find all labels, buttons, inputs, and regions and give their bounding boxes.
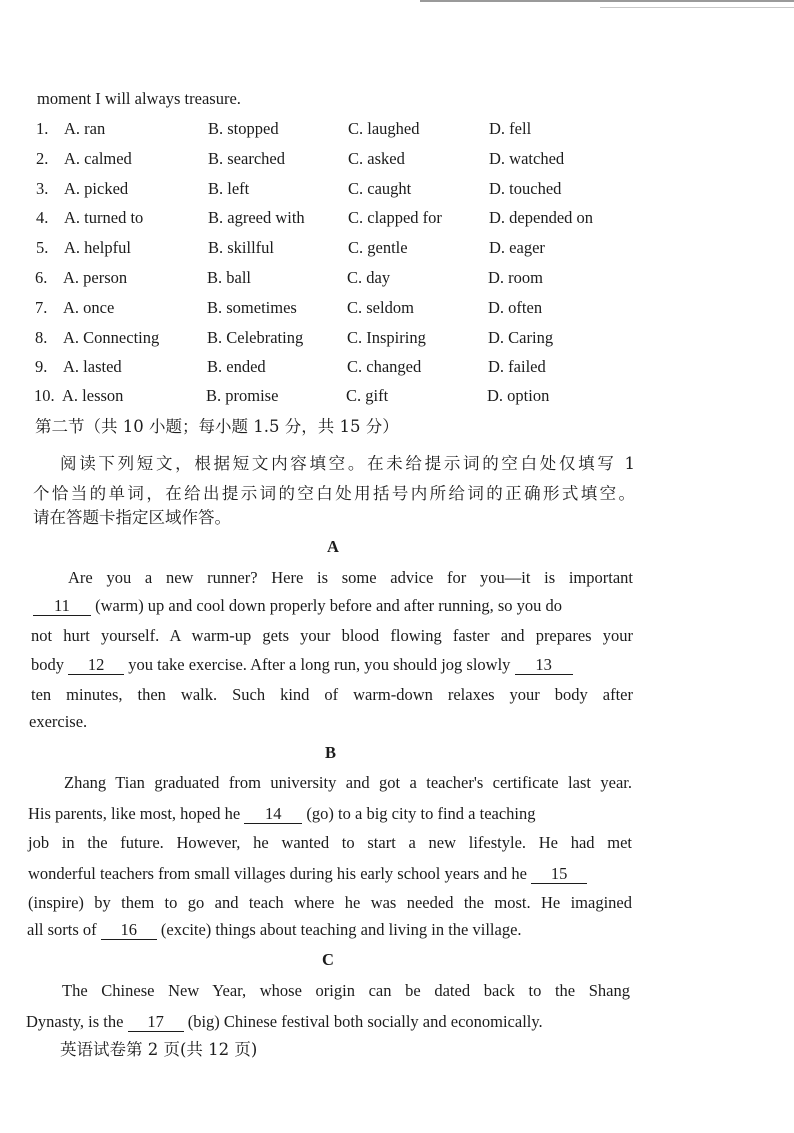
option-c: C. laughed xyxy=(348,119,420,138)
passage-c-line: The Chinese New Year, whose origin can be dated back to the Shang xyxy=(62,981,630,1000)
option-a: A. once xyxy=(63,298,115,317)
option-b: B. ended xyxy=(207,357,266,376)
passage-c-heading: C xyxy=(322,950,334,969)
option-d: D. depended on xyxy=(489,208,594,227)
passage-a-line: exercise. xyxy=(29,712,88,731)
option-d: D. Caring xyxy=(488,328,554,347)
option-c: C. caught xyxy=(348,179,412,198)
section-title: 第二节（共 10 小题；每小题 1.5 分，共 15 分） xyxy=(35,417,399,436)
answer-blank[interactable]: 14 xyxy=(244,804,302,824)
question-number: 6. xyxy=(35,268,48,287)
option-d: D. option xyxy=(487,386,550,405)
option-a: A. calmed xyxy=(64,149,132,168)
passage-a-line: 11 (warm) up and cool down properly before and after running, so you do xyxy=(33,596,633,616)
passage-c-line: Dynasty, is the 17 (big) Chinese festival both socially and economically. xyxy=(26,1012,543,1031)
page-footer: 英语试卷第 2 页(共 12 页) xyxy=(60,1040,258,1059)
option-d: D. eager xyxy=(489,238,545,257)
passage-b-line: His parents, like most, hoped he 14 (go) to a big city to find a teaching xyxy=(28,804,536,823)
passage-b-line: Zhang Tian graduated from university and got a teacher's certificate last year. xyxy=(64,773,632,792)
option-row xyxy=(36,149,636,171)
option-a: A. Connecting xyxy=(63,328,160,347)
option-c: C. changed xyxy=(347,357,422,376)
option-a: A. picked xyxy=(64,179,129,198)
option-b: B. Celebrating xyxy=(207,328,304,347)
question-number: 8. xyxy=(35,328,48,347)
option-a: A. lesson xyxy=(62,386,124,405)
passage-a-line: body 12 you take exercise. After a long run, you should jog slowly 13 xyxy=(31,655,573,675)
passage-b-line: (inspire) by them to go and teach where he was needed the most. He imagined xyxy=(28,893,632,912)
option-row xyxy=(36,179,636,201)
scan-edge-inner xyxy=(600,7,794,8)
option-c: C. Inspiring xyxy=(347,328,426,347)
question-number: 10. xyxy=(34,386,55,405)
option-a: A. lasted xyxy=(63,357,122,376)
question-number: 3. xyxy=(36,179,49,198)
option-a: A. turned to xyxy=(64,208,144,227)
option-b: B. sometimes xyxy=(207,298,297,317)
option-d: D. room xyxy=(488,268,543,287)
option-a: A. person xyxy=(63,268,128,287)
option-b: B. promise xyxy=(206,386,279,405)
option-d: D. fell xyxy=(489,119,532,138)
passage-a-line: not hurt yourself. A warm-up gets your blood flowing faster and prepares your xyxy=(31,626,633,645)
option-row xyxy=(36,238,636,260)
option-row xyxy=(35,328,635,350)
option-d: D. often xyxy=(488,298,543,317)
question-number: 9. xyxy=(35,357,48,376)
answer-blank[interactable]: 17 xyxy=(128,1012,184,1032)
option-row xyxy=(36,208,636,230)
passage-a-line: ten minutes, then walk. Such kind of warm-down relaxes your body after xyxy=(31,685,633,704)
option-c: C. asked xyxy=(348,149,405,168)
question-number: 2. xyxy=(36,149,49,168)
answer-blank[interactable]: 11 xyxy=(33,596,91,616)
instruction-line-3: 请在答题卡指定区域作答。 xyxy=(33,508,231,527)
option-d: D. touched xyxy=(489,179,562,198)
passage-a-line: Are you a new runner? Here is some advice for you—it is important xyxy=(68,568,633,587)
option-b: B. skillful xyxy=(208,238,275,257)
option-b: B. left xyxy=(208,179,250,198)
passage-b-line: wonderful teachers from small villages during his early school years and he 15 xyxy=(28,864,587,884)
answer-blank[interactable]: 16 xyxy=(101,920,157,940)
option-b: B. stopped xyxy=(208,119,279,138)
option-a: A. ran xyxy=(64,119,106,138)
option-c: C. seldom xyxy=(347,298,414,317)
option-row xyxy=(34,386,634,408)
question-number: 4. xyxy=(36,208,49,227)
question-number: 1. xyxy=(36,119,49,138)
option-c: C. gentle xyxy=(348,238,408,257)
option-c: C. gift xyxy=(346,386,389,405)
passage-continuation: moment I will always treasure. xyxy=(37,89,241,108)
question-number: 7. xyxy=(35,298,48,317)
option-row xyxy=(35,357,635,379)
option-a: A. helpful xyxy=(64,238,131,257)
passage-a-heading: A xyxy=(327,537,339,556)
answer-blank[interactable]: 12 xyxy=(68,655,124,675)
passage-b-line: job in the future. However, he wanted to start a new lifestyle. He had met xyxy=(28,833,632,852)
passage-b-line: all sorts of 16 (excite) things about teaching and living in the village. xyxy=(27,920,522,939)
option-c: C. clapped for xyxy=(348,208,442,227)
passage-b-heading: B xyxy=(325,743,337,762)
question-number: 5. xyxy=(36,238,49,257)
option-d: D. watched xyxy=(489,149,565,168)
option-c: C. day xyxy=(347,268,391,287)
option-row xyxy=(35,268,635,290)
instruction-line-1: 阅读下列短文，根据短文内容填空。在未给提示词的空白处仅填写 1 xyxy=(60,454,635,473)
option-d: D. failed xyxy=(488,357,546,376)
answer-blank[interactable]: 13 xyxy=(515,655,573,675)
option-b: B. agreed with xyxy=(208,208,305,227)
option-b: B. ball xyxy=(207,268,251,287)
answer-blank[interactable]: 15 xyxy=(531,864,587,884)
option-row xyxy=(36,119,636,141)
option-b: B. searched xyxy=(208,149,285,168)
instruction-line-2: 个恰当的单词，在给出提示词的空白处用括号内所给词的正确形式填空。 xyxy=(33,484,635,503)
option-row xyxy=(35,298,635,320)
